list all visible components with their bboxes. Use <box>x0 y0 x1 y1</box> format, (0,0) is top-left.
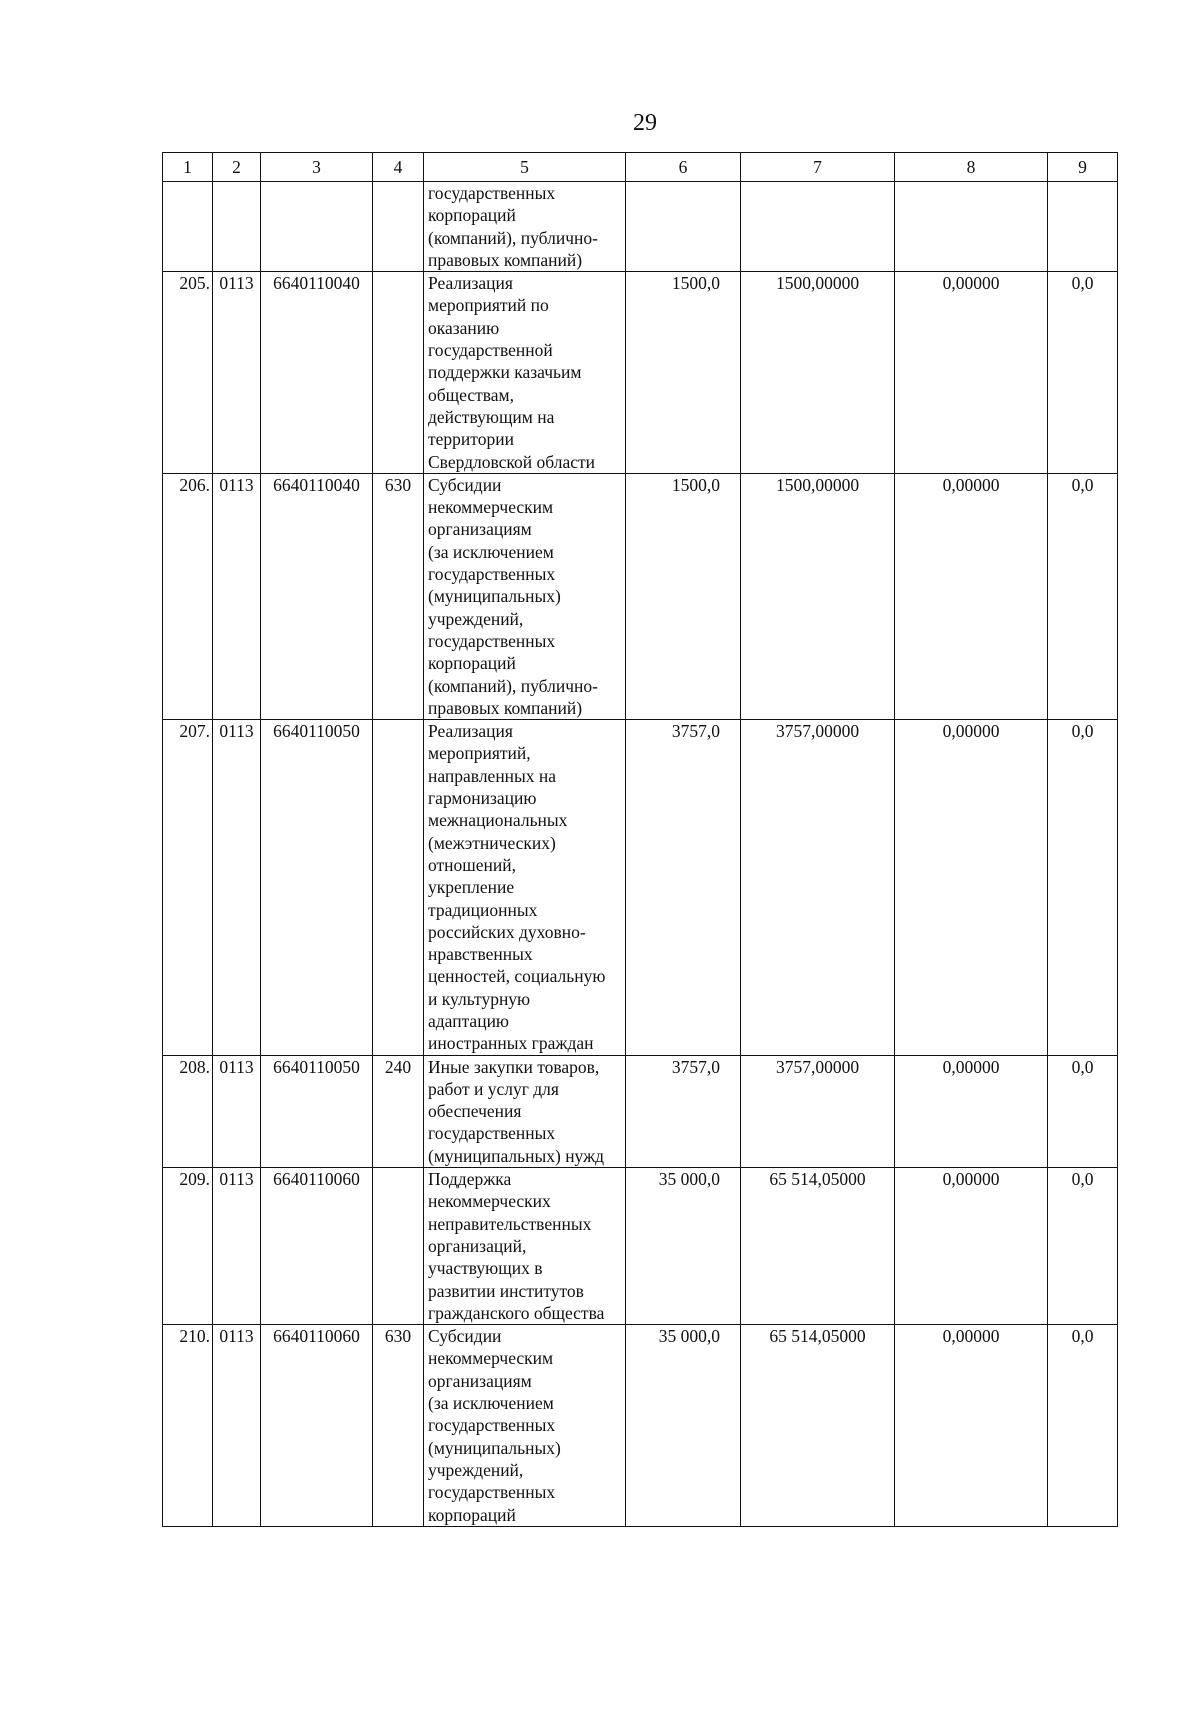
target-item-code: 6640110040 <box>261 473 373 719</box>
amount-col-7: 3757,00000 <box>741 1055 895 1167</box>
page-number: 29 <box>633 110 657 136</box>
amount-col-8 <box>895 182 1048 272</box>
header-col-6: 6 <box>626 153 741 182</box>
expense-type-code: 630 <box>373 473 424 719</box>
table-body <box>163 182 1118 1527</box>
amount-col-7: 65 514,05000 <box>741 1168 895 1325</box>
amount-col-7: 1500,00000 <box>741 473 895 719</box>
amount-col-6 <box>626 182 741 272</box>
target-item-code: 6640110060 <box>261 1168 373 1325</box>
table-row <box>163 1055 1118 1167</box>
header-col-4: 4 <box>373 153 424 182</box>
target-item-code: 6640110050 <box>261 1055 373 1167</box>
amount-col-7 <box>741 182 895 272</box>
table-row <box>163 473 1118 719</box>
expense-type-code <box>373 182 424 272</box>
table-row <box>163 272 1118 474</box>
amount-col-7: 3757,00000 <box>741 720 895 1055</box>
table-row <box>163 1168 1118 1325</box>
amount-col-8: 0,00000 <box>895 1055 1048 1167</box>
row-number: 208. <box>163 1055 213 1167</box>
item-name: Иные закупки товаров, работ и услуг для обеспечения государственных (муниципальных) нужд <box>424 1055 626 1167</box>
target-item-code: 6640110050 <box>261 720 373 1055</box>
item-name: Субсидии некоммерческим организациям (за исключением государственных (муниципальных) учреждений, государственных корпораций <box>424 1325 626 1527</box>
amount-col-6: 1500,0 <box>626 473 741 719</box>
section-code: 0113 <box>213 272 261 474</box>
amount-col-6: 1500,0 <box>626 272 741 474</box>
target-item-code <box>261 182 373 272</box>
row-number <box>163 182 213 272</box>
amount-col-8: 0,00000 <box>895 720 1048 1055</box>
expense-type-code <box>373 720 424 1055</box>
amount-col-8: 0,00000 <box>895 473 1048 719</box>
header-col-9: 9 <box>1048 153 1118 182</box>
amount-col-6: 3757,0 <box>626 1055 741 1167</box>
amount-col-9: 0,0 <box>1048 720 1118 1055</box>
table-row <box>163 720 1118 1055</box>
target-item-code: 6640110040 <box>261 272 373 474</box>
amount-col-9 <box>1048 182 1118 272</box>
budget-table <box>162 152 1118 1527</box>
header-col-8: 8 <box>895 153 1048 182</box>
amount-col-6: 35 000,0 <box>626 1325 741 1527</box>
row-number: 205. <box>163 272 213 474</box>
table-row <box>163 1325 1118 1527</box>
amount-col-8: 0,00000 <box>895 272 1048 474</box>
table-row <box>163 182 1118 272</box>
item-name: Поддержка некоммерческих неправительственных организаций, участвующих в развитии институтов гражданского общества <box>424 1168 626 1325</box>
row-number: 207. <box>163 720 213 1055</box>
section-code <box>213 182 261 272</box>
amount-col-6: 3757,0 <box>626 720 741 1055</box>
section-code: 0113 <box>213 1168 261 1325</box>
section-code: 0113 <box>213 1325 261 1527</box>
table-header <box>163 153 1118 182</box>
expense-type-code <box>373 272 424 474</box>
amount-col-8: 0,00000 <box>895 1325 1048 1527</box>
header-col-2: 2 <box>213 153 261 182</box>
amount-col-7: 1500,00000 <box>741 272 895 474</box>
expense-type-code: 240 <box>373 1055 424 1167</box>
row-number: 210. <box>163 1325 213 1527</box>
header-col-5: 5 <box>424 153 626 182</box>
item-name: Субсидии некоммерческим организациям (за исключением государственных (муниципальных) учреждений, государственных корпораций (компаний), публично- правовых компаний) <box>424 473 626 719</box>
row-number: 209. <box>163 1168 213 1325</box>
expense-type-code: 630 <box>373 1325 424 1527</box>
item-name: Реализация мероприятий, направленных на гармонизацию межнациональных (межэтнических) отношений, укрепление традиционных российских духовно- нравственных ценностей, социальную и культурную адаптацию иностранных граждан <box>424 720 626 1055</box>
target-item-code: 6640110060 <box>261 1325 373 1527</box>
header-row <box>163 153 1118 182</box>
header-col-7: 7 <box>741 153 895 182</box>
item-name: государственных корпораций (компаний), публично- правовых компаний) <box>424 182 626 272</box>
amount-col-9: 0,0 <box>1048 1055 1118 1167</box>
expense-type-code <box>373 1168 424 1325</box>
amount-col-9: 0,0 <box>1048 272 1118 474</box>
header-col-3: 3 <box>261 153 373 182</box>
amount-col-6: 35 000,0 <box>626 1168 741 1325</box>
section-code: 0113 <box>213 1055 261 1167</box>
amount-col-7: 65 514,05000 <box>741 1325 895 1527</box>
amount-col-9: 0,0 <box>1048 473 1118 719</box>
header-col-1: 1 <box>163 153 213 182</box>
amount-col-8: 0,00000 <box>895 1168 1048 1325</box>
amount-col-9: 0,0 <box>1048 1325 1118 1527</box>
row-number: 206. <box>163 473 213 719</box>
item-name: Реализация мероприятий по оказанию государственной поддержки казачьим обществам, действующим на территории Свердловской области <box>424 272 626 474</box>
section-code: 0113 <box>213 473 261 719</box>
amount-col-9: 0,0 <box>1048 1168 1118 1325</box>
section-code: 0113 <box>213 720 261 1055</box>
